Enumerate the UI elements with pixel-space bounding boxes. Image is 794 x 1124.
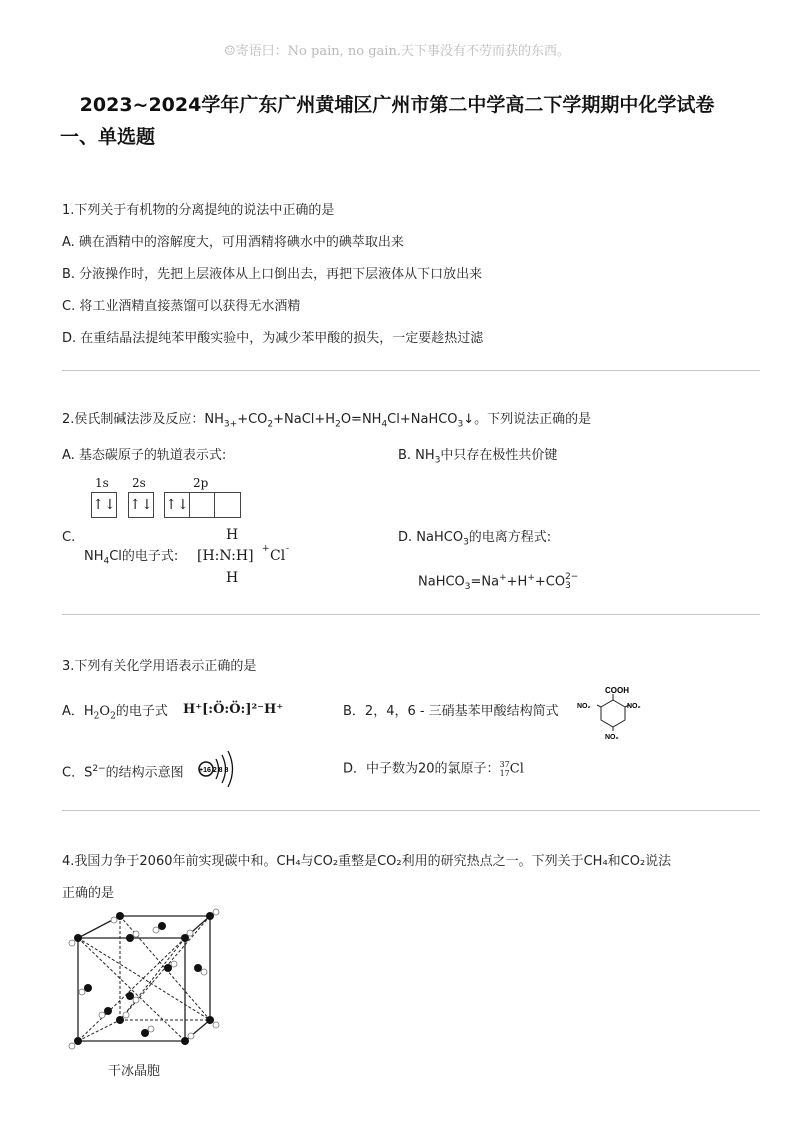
q3-option-a: A．$H_2O_2$的电子式: [62, 704, 168, 722]
section-heading: 一、单选题: [60, 126, 156, 148]
orbital-label-1s: 1s: [95, 476, 109, 490]
q3-stem: 3.下列有关化学用语表示正确的是: [62, 659, 257, 674]
svg-text:+16 2 8 8: +16 2 8 8: [199, 767, 229, 774]
svg-text:NO₂: NO₂: [605, 734, 619, 741]
watermark: ☺寄语曰：No pain, no gain.天下事没有不劳而获的东西。: [224, 44, 570, 59]
ionization-equation: NaHCO$_3$=Na++H++CO 2− 3: [418, 571, 579, 592]
q2-stem: 2.侯氏制碱法涉及反应：$NH_{3+}+CO_2+NaCl+H_2O=NH_4Cl+NaHCO_3↓$。下列说法正确的是: [62, 412, 592, 430]
q2-option-a: A. 基态碳原子的轨道表示式:: [62, 448, 227, 463]
q1-option-d: D. 在重结晶法提纯苯甲酸实验中，为减少苯甲酸的损失，一定要趁热过滤: [62, 331, 484, 346]
h2o2-electron-formula-image: H⁺[:Ö:Ö:]²⁻H⁺: [183, 702, 284, 717]
q2-option-c: $NH_4Cl$的电子式:: [84, 549, 179, 567]
q1-option-a: A. 碘在酒精中的溶解度大，可用酒精将碘水中的碘萃取出来: [62, 235, 404, 250]
q1-stem: 1.下列关于有机物的分离提纯的说法中正确的是: [62, 203, 335, 218]
q2-option-c-letter: C.: [62, 530, 76, 545]
divider: [62, 810, 760, 811]
q1-option-c: C. 将工业酒精直接蒸馏可以获得无水酒精: [62, 299, 301, 314]
dry-ice-unit-cell-diagram: [60, 908, 225, 1068]
orbital-label-2p: 2p: [193, 476, 209, 490]
svg-text:NO₂: NO₂: [627, 703, 641, 710]
q4-stem-line1: 4.我国力争于2060年前实现碳中和。CH₄与CO₂重整是CO₂利用的研究热点之一。下列关于CH₄和CO₂说法: [62, 854, 672, 869]
figure-caption: 干冰晶胞: [108, 1064, 161, 1079]
s2-ion-structure-diagram: [196, 748, 244, 790]
nh4-electron-formula: [H:N:H]: [197, 548, 254, 564]
orbital-box-1s: ↑↓: [91, 492, 117, 518]
cl-ion: Cl: [270, 548, 286, 564]
charge-plus: +: [262, 544, 270, 554]
q1-option-b: B. 分液操作时，先把上层液体从上口倒出去，再把下层液体从下口放出来: [62, 267, 483, 282]
q2-option-d: D. NaHCO$_3$的电离方程式:: [398, 530, 552, 548]
orbital-box-2p-1: ↑↓: [164, 492, 190, 518]
electron-formula-h-bottom: H: [226, 570, 239, 586]
orbital-label-2s: 2s: [132, 476, 146, 490]
divider: [62, 370, 760, 371]
electron-formula-h-top: H: [226, 527, 239, 543]
orbital-box-2p-3: [214, 492, 241, 518]
svg-text:NO₂: NO₂: [577, 703, 591, 710]
svg-text:COOH: COOH: [605, 686, 629, 695]
trinitrobenzoic-acid-structure: [575, 684, 645, 742]
divider: [62, 614, 760, 615]
q3-option-d: D．中子数为20的氯原子： 37 17 Cl: [343, 760, 524, 778]
q3-option-b: B．2，4，6 - 三硝基苯甲酸结构简式: [343, 704, 559, 719]
q4-stem-line2: 正确的是: [62, 886, 115, 901]
page-title: 2023~2024学年广东广州黄埔区广州市第二中学高二下学期期中化学试卷: [79, 94, 715, 116]
orbital-box-2s: ↑↓: [128, 492, 154, 518]
charge-minus: -: [286, 544, 290, 554]
orbital-box-2p-2: [189, 492, 215, 518]
q3-option-c: C．$S^{2-}$的结构示意图: [62, 764, 184, 781]
q2-option-b: B. $NH_3$中只存在极性共价键: [398, 448, 558, 466]
